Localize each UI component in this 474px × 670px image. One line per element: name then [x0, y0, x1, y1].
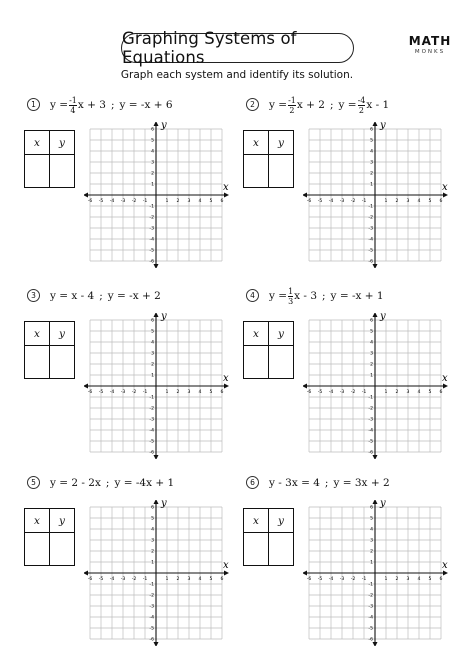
x-tick-label: 2: [395, 390, 399, 395]
denominator: 4: [70, 105, 76, 115]
problem-5: [0, 466, 237, 656]
denominator: 2: [358, 105, 365, 115]
x-tick-label: -6: [87, 199, 93, 204]
x-tick-label: 5: [209, 577, 213, 582]
x-header: x: [25, 322, 50, 346]
y-tick-label: 1: [370, 373, 373, 379]
x-tick-label: 4: [417, 199, 421, 204]
fraction: [288, 96, 296, 115]
numerator: 1: [288, 286, 294, 296]
x-tick-label: -3: [120, 390, 126, 395]
x-tick-label: 6: [220, 199, 224, 204]
xy-table: [243, 321, 294, 379]
system-equations: [50, 94, 173, 116]
y-tick-label: -3: [149, 417, 154, 423]
numerator: -1: [288, 95, 296, 105]
y-tick-label: 1: [151, 373, 154, 379]
x-tick-label: -4: [109, 577, 115, 582]
y-tick-label: -2: [149, 406, 154, 412]
x-tick-label: 2: [176, 390, 180, 395]
y-tick-label: 6: [370, 318, 373, 324]
x-tick-label: 1: [384, 390, 388, 395]
y-tick-label: -3: [149, 604, 154, 610]
problem-3: [0, 279, 237, 469]
x-tick-label: -2: [131, 199, 137, 204]
x-arrow-right: [443, 571, 448, 576]
eq-text: y - 3x = 4: [269, 477, 320, 489]
y-tick-label: -4: [368, 615, 373, 621]
system-equations: [50, 285, 161, 307]
y-tick-label: -5: [368, 626, 373, 632]
x-axis-label: x: [442, 373, 448, 384]
x-cell[interactable]: [25, 155, 50, 188]
x-tick-label: 4: [198, 577, 202, 582]
coordinate-grid[interactable]: [84, 122, 234, 268]
x-tick-label: -6: [87, 390, 93, 395]
y-tick-label: -6: [149, 637, 154, 643]
y-cell[interactable]: [269, 533, 294, 566]
x-tick-label: -4: [328, 199, 334, 204]
y-arrow-down: [373, 642, 378, 646]
y-arrow-up: [373, 500, 378, 504]
y-tick-label: -2: [149, 593, 154, 599]
eq-text: x + 3: [77, 99, 106, 111]
y-axis-label: y: [380, 500, 386, 509]
x-tick-label: -2: [350, 390, 356, 395]
y-tick-label: 5: [151, 516, 154, 522]
x-tick-label: -3: [339, 390, 345, 395]
eq-text: x - 3: [294, 290, 317, 302]
y-tick-label: 5: [370, 329, 373, 335]
x-tick-label: 4: [198, 199, 202, 204]
fraction: [288, 287, 293, 306]
x-tick-label: 1: [165, 199, 169, 204]
problem-2: [219, 88, 456, 278]
y-header: y: [269, 509, 294, 533]
y-tick-label: -5: [149, 439, 154, 445]
y-arrow-down: [373, 455, 378, 459]
instructions: Graph each system and identify its solution.: [120, 69, 354, 81]
x-tick-label: -5: [98, 390, 104, 395]
x-cell[interactable]: [244, 346, 269, 379]
eq-text: x - 1: [366, 99, 390, 111]
y-arrow-up: [154, 500, 159, 504]
x-tick-label: -3: [120, 577, 126, 582]
y-tick-label: -6: [368, 259, 373, 265]
y-tick-label: 1: [151, 182, 154, 188]
y-tick-label: 4: [370, 149, 373, 155]
x-axis-label: x: [223, 182, 229, 193]
xy-table: [24, 130, 75, 188]
y-axis-label: y: [161, 500, 167, 509]
y-tick-label: 1: [370, 182, 373, 188]
x-arrow-left: [84, 193, 88, 198]
x-arrow-right: [443, 193, 448, 198]
logo-main-text: MATH: [408, 34, 452, 48]
x-tick-label: -2: [131, 577, 137, 582]
x-tick-label: 2: [176, 577, 180, 582]
y-tick-label: -1: [368, 582, 373, 588]
y-tick-label: 6: [151, 318, 154, 324]
xy-table: [24, 321, 75, 379]
x-cell[interactable]: [25, 346, 50, 379]
x-tick-label: -5: [317, 577, 323, 582]
problem-6: [219, 466, 456, 656]
x-tick-label: -5: [317, 390, 323, 395]
x-tick-label: 3: [187, 199, 191, 204]
x-tick-label: -1: [142, 199, 148, 204]
problem-number: 2: [246, 98, 259, 111]
eq-text: y =: [269, 290, 288, 302]
x-axis-label: x: [442, 560, 448, 571]
y-tick-label: -3: [368, 604, 373, 610]
x-tick-label: -1: [142, 577, 148, 582]
x-arrow-left: [303, 571, 307, 576]
y-header: y: [50, 131, 75, 155]
y-axis-label: y: [161, 122, 167, 131]
y-header: y: [50, 322, 75, 346]
y-tick-label: -2: [368, 215, 373, 221]
eq-text: y = -x + 2: [107, 290, 161, 302]
y-tick-label: -4: [149, 615, 154, 621]
eq-text: y = -4x + 1: [114, 477, 175, 489]
problem-4: [219, 279, 456, 469]
y-tick-label: -5: [149, 248, 154, 254]
eq-text: y = 2 - 2x: [50, 477, 101, 489]
eq-text: y = x - 4: [50, 290, 95, 302]
y-tick-label: -4: [368, 428, 373, 434]
problem-1: [0, 88, 237, 278]
y-tick-label: 6: [370, 127, 373, 133]
y-arrow-up: [154, 313, 159, 317]
coordinate-grid[interactable]: [303, 122, 453, 268]
problem-number: 6: [246, 476, 259, 489]
eq-text: y = -x + 6: [119, 99, 173, 111]
x-header: x: [25, 131, 50, 155]
x-tick-label: 1: [384, 199, 388, 204]
x-header: x: [25, 509, 50, 533]
y-tick-label: -5: [368, 439, 373, 445]
y-header: y: [269, 131, 294, 155]
x-tick-label: -6: [306, 390, 312, 395]
y-arrow-up: [373, 122, 378, 126]
x-tick-label: 5: [428, 390, 432, 395]
x-tick-label: 2: [395, 199, 399, 204]
coordinate-grid[interactable]: [84, 500, 234, 646]
y-arrow-down: [154, 642, 159, 646]
x-tick-label: -5: [317, 199, 323, 204]
x-tick-label: 3: [406, 199, 410, 204]
fraction: [69, 96, 77, 115]
x-tick-label: -2: [350, 199, 356, 204]
y-tick-label: 3: [370, 351, 373, 357]
x-tick-label: 3: [187, 577, 191, 582]
separator: ;: [110, 99, 115, 111]
x-tick-label: 2: [176, 199, 180, 204]
x-cell[interactable]: [244, 155, 269, 188]
fraction: [358, 96, 366, 115]
problem-number: 1: [27, 98, 40, 111]
y-tick-label: -5: [368, 248, 373, 254]
coordinate-grid[interactable]: [303, 313, 453, 459]
y-tick-label: 6: [151, 127, 154, 133]
eq-text: y = -x + 1: [330, 290, 384, 302]
x-tick-label: -4: [109, 390, 115, 395]
y-arrow-up: [373, 313, 378, 317]
separator: ;: [324, 477, 329, 489]
x-tick-label: -1: [361, 390, 367, 395]
x-tick-label: -6: [87, 577, 93, 582]
x-tick-label: -3: [339, 577, 345, 582]
x-tick-label: -1: [361, 577, 367, 582]
x-tick-label: 6: [220, 577, 224, 582]
x-cell[interactable]: [25, 533, 50, 566]
y-cell[interactable]: [269, 346, 294, 379]
separator: ;: [322, 290, 326, 302]
x-arrow-left: [84, 571, 88, 576]
x-tick-label: 3: [406, 390, 410, 395]
x-tick-label: -2: [131, 390, 137, 395]
separator: ;: [105, 477, 110, 489]
x-tick-label: 6: [439, 577, 443, 582]
y-tick-label: -2: [149, 215, 154, 221]
x-header: x: [244, 131, 269, 155]
y-tick-label: 1: [151, 560, 154, 566]
y-tick-label: -2: [368, 593, 373, 599]
denominator: 2: [289, 105, 295, 115]
numerator: -4: [357, 95, 366, 105]
y-tick-label: -1: [149, 204, 154, 210]
math-monks-logo: [405, 34, 455, 55]
y-arrow-up: [154, 122, 159, 126]
x-tick-label: -6: [306, 577, 312, 582]
system-equations: [269, 472, 390, 494]
x-tick-label: 6: [439, 390, 443, 395]
xy-table: [243, 508, 294, 566]
y-tick-label: -1: [149, 395, 154, 401]
y-tick-label: 2: [151, 549, 154, 555]
y-tick-label: -1: [368, 204, 373, 210]
x-tick-label: -5: [98, 199, 104, 204]
y-tick-label: 5: [370, 516, 373, 522]
x-tick-label: -4: [328, 577, 334, 582]
x-header: x: [244, 322, 269, 346]
y-tick-label: -1: [368, 395, 373, 401]
separator: ;: [329, 99, 334, 111]
y-tick-label: 2: [370, 549, 373, 555]
x-tick-label: 3: [187, 390, 191, 395]
x-tick-label: 3: [406, 577, 410, 582]
x-tick-label: 5: [209, 199, 213, 204]
x-tick-label: -5: [98, 577, 104, 582]
problem-number: 5: [27, 476, 40, 489]
eq-text: y =: [50, 99, 69, 111]
y-cell[interactable]: [50, 346, 75, 379]
x-tick-label: 4: [417, 390, 421, 395]
logo-sub-text: MONKS: [414, 49, 446, 55]
y-tick-label: 4: [151, 149, 154, 155]
y-tick-label: 6: [151, 505, 154, 511]
system-equations: [269, 94, 389, 116]
y-axis-label: y: [380, 122, 386, 131]
y-header: y: [50, 509, 75, 533]
x-tick-label: -1: [361, 199, 367, 204]
y-tick-label: 4: [151, 527, 154, 533]
x-arrow-left: [303, 193, 307, 198]
y-tick-label: 2: [370, 171, 373, 177]
x-tick-label: 5: [428, 199, 432, 204]
coordinate-grid[interactable]: [84, 313, 234, 459]
y-tick-label: 3: [151, 538, 154, 544]
x-tick-label: 5: [428, 577, 432, 582]
eq-text: y =: [338, 99, 357, 111]
coordinate-grid[interactable]: [303, 500, 453, 646]
denominator: 3: [288, 296, 294, 306]
y-tick-label: -4: [368, 237, 373, 243]
y-header: y: [269, 322, 294, 346]
x-tick-label: 6: [439, 199, 443, 204]
eq-text: y =: [269, 99, 288, 111]
y-tick-label: 5: [151, 138, 154, 144]
x-tick-label: 1: [384, 577, 388, 582]
y-cell[interactable]: [50, 155, 75, 188]
x-arrow-left: [84, 384, 88, 389]
y-tick-label: -6: [149, 259, 154, 265]
y-tick-label: -4: [149, 237, 154, 243]
y-tick-label: 4: [370, 527, 373, 533]
y-cell[interactable]: [269, 155, 294, 188]
y-tick-label: 6: [370, 505, 373, 511]
x-tick-label: -4: [328, 390, 334, 395]
y-tick-label: 3: [151, 160, 154, 166]
eq-text: x + 2: [296, 99, 325, 111]
x-tick-label: -4: [109, 199, 115, 204]
x-tick-label: -2: [350, 577, 356, 582]
x-tick-label: 5: [209, 390, 213, 395]
x-tick-label: 2: [395, 577, 399, 582]
separator: ;: [99, 290, 103, 302]
system-equations: [269, 285, 384, 307]
system-equations: [50, 472, 174, 494]
y-tick-label: 2: [151, 171, 154, 177]
x-tick-label: -3: [339, 199, 345, 204]
x-tick-label: -3: [120, 199, 126, 204]
y-arrow-down: [373, 264, 378, 268]
x-tick-label: 1: [165, 390, 169, 395]
x-axis-label: x: [442, 182, 448, 193]
y-tick-label: 3: [151, 351, 154, 357]
y-tick-label: -3: [149, 226, 154, 232]
y-tick-label: -3: [368, 226, 373, 232]
x-tick-label: -1: [142, 390, 148, 395]
y-axis-label: y: [161, 313, 167, 322]
y-tick-label: 2: [151, 362, 154, 368]
x-tick-label: 4: [417, 577, 421, 582]
x-axis-label: x: [223, 373, 229, 384]
y-tick-label: 5: [151, 329, 154, 335]
page-title: Graphing Systems of Equations: [121, 33, 354, 63]
x-axis-label: x: [223, 560, 229, 571]
y-tick-label: -1: [149, 582, 154, 588]
y-tick-label: 2: [370, 362, 373, 368]
y-tick-label: -3: [368, 417, 373, 423]
eq-text: y = 3x + 2: [333, 477, 390, 489]
y-tick-label: 4: [151, 340, 154, 346]
x-tick-label: 4: [198, 390, 202, 395]
x-cell[interactable]: [244, 533, 269, 566]
x-arrow-right: [443, 384, 448, 389]
x-header: x: [244, 509, 269, 533]
x-tick-label: 6: [220, 390, 224, 395]
y-arrow-down: [154, 264, 159, 268]
y-tick-label: 4: [370, 340, 373, 346]
y-tick-label: -6: [149, 450, 154, 456]
y-tick-label: 3: [370, 160, 373, 166]
y-tick-label: 5: [370, 138, 373, 144]
y-tick-label: -5: [149, 626, 154, 632]
y-tick-label: 3: [370, 538, 373, 544]
x-arrow-left: [303, 384, 307, 389]
y-arrow-down: [154, 455, 159, 459]
y-tick-label: 1: [370, 560, 373, 566]
y-cell[interactable]: [50, 533, 75, 566]
xy-table: [243, 130, 294, 188]
problem-number: 3: [27, 289, 40, 302]
x-tick-label: 1: [165, 577, 169, 582]
problem-number: 4: [246, 289, 259, 302]
y-tick-label: -2: [368, 406, 373, 412]
xy-table: [24, 508, 75, 566]
y-tick-label: -6: [368, 450, 373, 456]
y-axis-label: y: [380, 313, 386, 322]
x-tick-label: -6: [306, 199, 312, 204]
y-tick-label: -6: [368, 637, 373, 643]
numerator: -1: [69, 95, 77, 105]
y-tick-label: -4: [149, 428, 154, 434]
